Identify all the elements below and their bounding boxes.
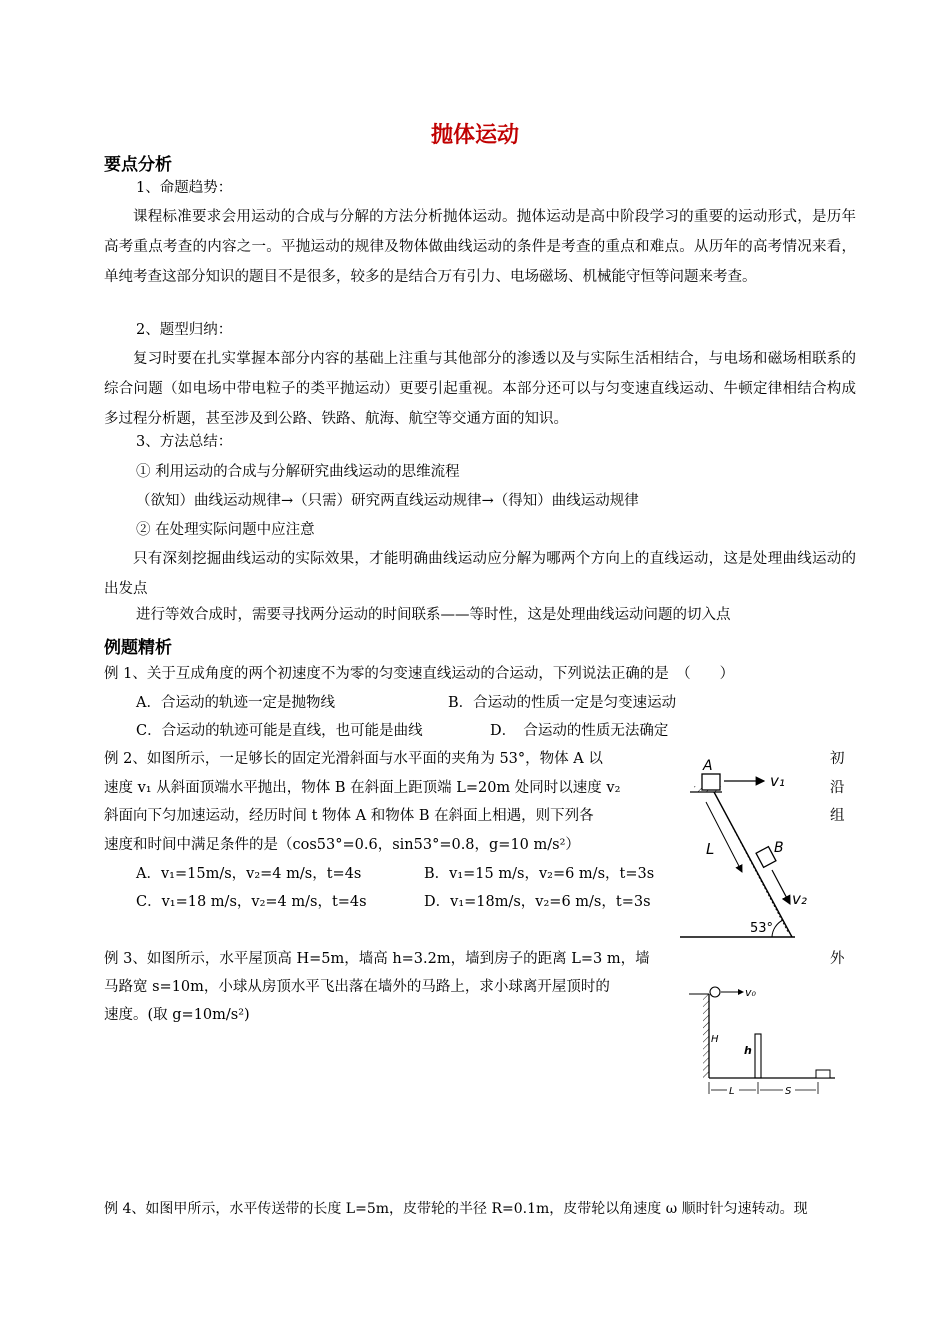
v2-arrow [772,870,790,904]
ex2-line1-end: 初 [830,751,845,767]
road-end-block [816,1070,830,1078]
label-l: L [729,1086,735,1097]
label-v0: v₀ [745,986,756,999]
ex1-option-b: B．合运动的性质一定是匀变速运动 [448,695,677,711]
label-angle: 53° [750,921,774,936]
method1: ① 利用运动的合成与分解研究曲线运动的思维流程 [136,464,460,480]
section-heading-analysis: 要点分析 [104,155,172,175]
ex3-line2: 马路宽 s=10m，小球从房顶水平飞出落在墙外的马路上，求小球离开屋顶时的 [104,979,610,995]
ex3-roof-wall-figure [685,982,840,1102]
wall [755,1034,761,1078]
l-dimension [706,802,742,872]
item1-label: 1、命题趋势： [136,180,233,196]
ex1-stem: 例 1、关于互成角度的两个初速度不为零的匀变速直线运动的合运动，下列说法正确的是 （ ） [104,666,735,682]
ex2-option-b: B．v₁=15 m/s，v₂=6 m/s，t=3s [424,866,655,882]
ex2-line4: 速度和时间中满足条件的是（cos53°=0.6，sin53°=0.8，g=10 m/s²） [104,837,580,853]
label-a: A [703,758,713,774]
ex1-option-a: A．合运动的轨迹一定是抛物线 [136,695,335,711]
method2-text1: 只有深刻挖掘曲线运动的实际效果，才能明确曲线运动应分解为哪两个方向上的直线运动，这是处理曲线运动的出发点 [104,551,856,597]
ex2-option-a: A．v₁=15m/s，v₂=4 m/s，t=4s [136,866,362,882]
ex2-line2: 速度 v₁ 从斜面顶端水平抛出，物体 B 在斜面上距顶端 L=20m 处同时以速度 v₂ [104,780,621,796]
label-l: L [706,840,715,858]
block-b [756,847,776,868]
ex2-line3: 斜面向下匀加速运动，经历时间 t 物体 A 和物体 B 在斜面上相遇，则下列各 [104,808,594,824]
ex2-line1: 例 2、如图所示，一足够长的固定光滑斜面与水平面的夹角为 53°，物体 A 以 [104,751,603,767]
label-v2: v₂ [792,890,807,908]
section-heading-examples: 例题精析 [104,638,172,658]
ex2-line2-end: 沿 [830,780,845,796]
method1-flow: （欲知）曲线运动规律→（只需）研究两直线运动规律→（得知）曲线运动规律 [136,493,639,509]
ex3-line1-end: 外 [830,951,845,967]
ex2-line3-end: 组 [830,808,845,824]
item3-label: 3、方法总结： [136,434,233,450]
ball [710,987,720,997]
item2-label: 2、题型归纳： [136,322,233,338]
item1-paragraph: 课程标准要求会用运动的合成与分解的方法分析抛体运动。抛体运动是高中阶段学习的重要的运动形式，是历年高考重点考查的内容之一。平抛运动的规律及物体做曲线运动的条件是考查的重点和难点。从历年的高考情况来看，单纯考查这部分知识的题目不是很多，较多的是结合万有引力、电场磁场、机械能守恒等问题来考查。 [104,209,856,285]
label-h-upper: H [711,1034,719,1045]
ex2-option-c: C．v₁=18 m/s，v₂=4 m/s，t=4s [136,894,367,910]
page-title: 抛体运动 [430,123,519,148]
label-h-lower: h [744,1044,752,1057]
block-a [702,774,720,790]
label-v1: v₁ [770,772,785,790]
ex3-line3: 速度。(取 g=10m/s²) [104,1007,250,1023]
label-s: S [785,1086,792,1097]
ex4-line1: 例 4、如图甲所示，水平传送带的长度 L=5m，皮带轮的半径 R=0.1m，皮带轮以角速度 ω 顺时针匀速转动。现 [104,1201,808,1217]
angle-arc [772,920,783,937]
ex1-option-c: C．合运动的轨迹可能是直线，也可能是曲线 [136,723,423,739]
ex1-option-d: D． 合运动的性质无法确定 [490,723,669,739]
house-wall-hatch [703,994,709,1078]
method2-text2: 进行等效合成时，需要寻找两分运动的时间联系——等时性，这是处理曲线运动问题的切入点 [136,607,731,623]
label-b: B [774,840,784,856]
item2-paragraph: 复习时要在扎实掌握本部分内容的基础上注重与其他部分的渗透以及与实际生活相结合，与电场和磁场相联系的综合问题（如电场中带电粒子的类平抛运动）更要引起重视。本部分还可以与匀变速直线运动、牛顿定律相结合构成多过程分析题，甚至涉及到公路、铁路、航海、航空等交通方面的知识。 [104,351,856,427]
method2: ② 在处理实际问题中应注意 [136,522,315,538]
ex3-line1: 例 3、如图所示，水平屋顶高 H=5m，墙高 h=3.2m，墙到房子的距离 L=3 m，墙 [104,951,650,967]
ex2-option-d: D．v₁=18m/s，v₂=6 m/s，t=3s [424,894,651,910]
ex2-incline-figure [680,750,830,945]
